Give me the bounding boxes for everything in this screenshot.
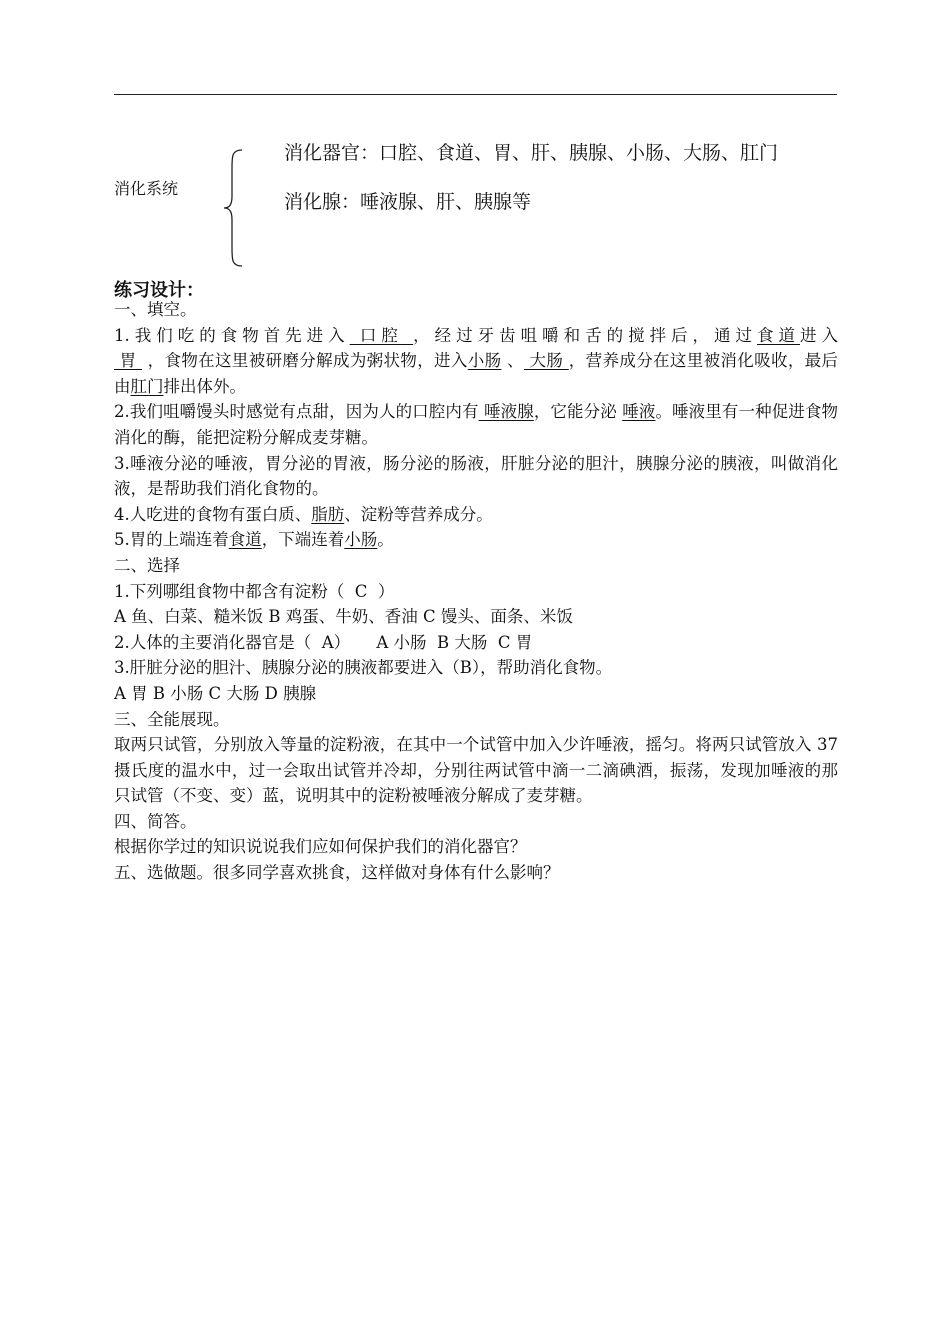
choice-q1-options: A 鱼、白菜、糙米饭 B 鸡蛋、牛奶、香油 C 馒头、面条、米饭 <box>114 607 573 627</box>
choice-q2: 2.人体的主要消化器官是（ A） A 小肠 B 大肠 C 胃 <box>114 632 533 652</box>
fill-q1: 1.我们吃的食物首先进入 口腔 ，经过牙齿咀嚼和舌的搅拌后，通过食道进入 胃 ，食物在这里被研磨分解成为粥状物，进入小肠 、 大肠 ，营养成分在这里被消化吸收，最后由肛门排出体外。 <box>114 325 839 396</box>
part3-text: 取两只试管，分别放入等量的淀粉液，在其中一个试管中加入少许唾液，摇匀。将两只试管放入 37 摄氏度的温水中，过一会取出试管并冷却，分别往两试管中滴一二滴碘酒，振荡，发现加唾液的那只试管（不变、变）蓝，说明其中的淀粉被唾液分解成了麦芽糖。 <box>114 735 838 806</box>
answer-blank: 脂肪 <box>311 504 345 524</box>
answer-blank: 大肠 <box>523 351 569 371</box>
exercise-content <box>114 297 838 886</box>
answer-blank: 食道 <box>757 325 801 345</box>
fill-q3: 3.唾液分泌的唾液，胃分泌的胃液，肠分泌的肠液，肝脏分泌的胆汁，胰腺分泌的胰液，叫做消化液，是帮助我们消化食物的。 <box>114 453 838 499</box>
fill-q5: 5.胃的上端连着食道，下端连着小肠。 <box>114 530 394 550</box>
header-rule <box>114 94 837 95</box>
choice-q3: 3.肝脏分泌的胆汁、胰腺分泌的胰液都要进入（B），帮助消化食物。 <box>114 658 613 678</box>
answer-blank: 食道 <box>228 530 262 550</box>
digestive-glands: 消化腺：唾液腺、肝、胰腺等 <box>284 191 532 213</box>
part3-heading: 三、全能展现。 <box>114 709 230 729</box>
fill-q4: 4.人吃进的食物有蛋白质、脂肪、淀粉等营养成分。 <box>114 504 493 524</box>
digestive-organs: 消化器官：口腔、食道、胃、肝、胰腺、小肠、大肠、肛门 <box>284 142 779 164</box>
answer-blank: 肛门 <box>130 376 164 396</box>
answer-blank: 小肠 <box>344 530 378 550</box>
left-brace <box>222 148 246 268</box>
part1-heading: 一、填空。 <box>114 300 197 319</box>
answer-blank: 唾液腺 <box>478 402 534 422</box>
answer-blank: 小肠 <box>467 351 502 371</box>
choice-q1: 1.下列哪组食物中都含有淀粉（ C ） <box>114 581 395 601</box>
part5-text: 五、选做题。很多同学喜欢挑食，这样做对身体有什么影响？ <box>114 863 560 883</box>
part2-heading: 二、选择 <box>114 555 180 575</box>
fill-q2: 2.我们咀嚼馒头时感觉有点甜，因为人的口腔内有 唾液腺，它能分泌 唾液。唾液里有一种促进食物消化的酶，能把淀粉分解成麦芽糖。 <box>114 402 839 447</box>
system-label: 消化系统 <box>114 179 179 198</box>
part4-heading: 四、简答。 <box>114 811 197 831</box>
answer-blank: 胃 <box>114 351 143 371</box>
answer-blank: 唾液 <box>622 402 656 422</box>
answer-blank: 口腔 <box>349 325 414 345</box>
part4-text: 根据你学过的知识说说我们应如何保护我们的消化器官？ <box>114 837 527 857</box>
choice-q3-options: A 胃 B 小肠 C 大肠 D 胰腺 <box>114 683 317 703</box>
exercise-title: 练习设计： <box>114 280 204 301</box>
